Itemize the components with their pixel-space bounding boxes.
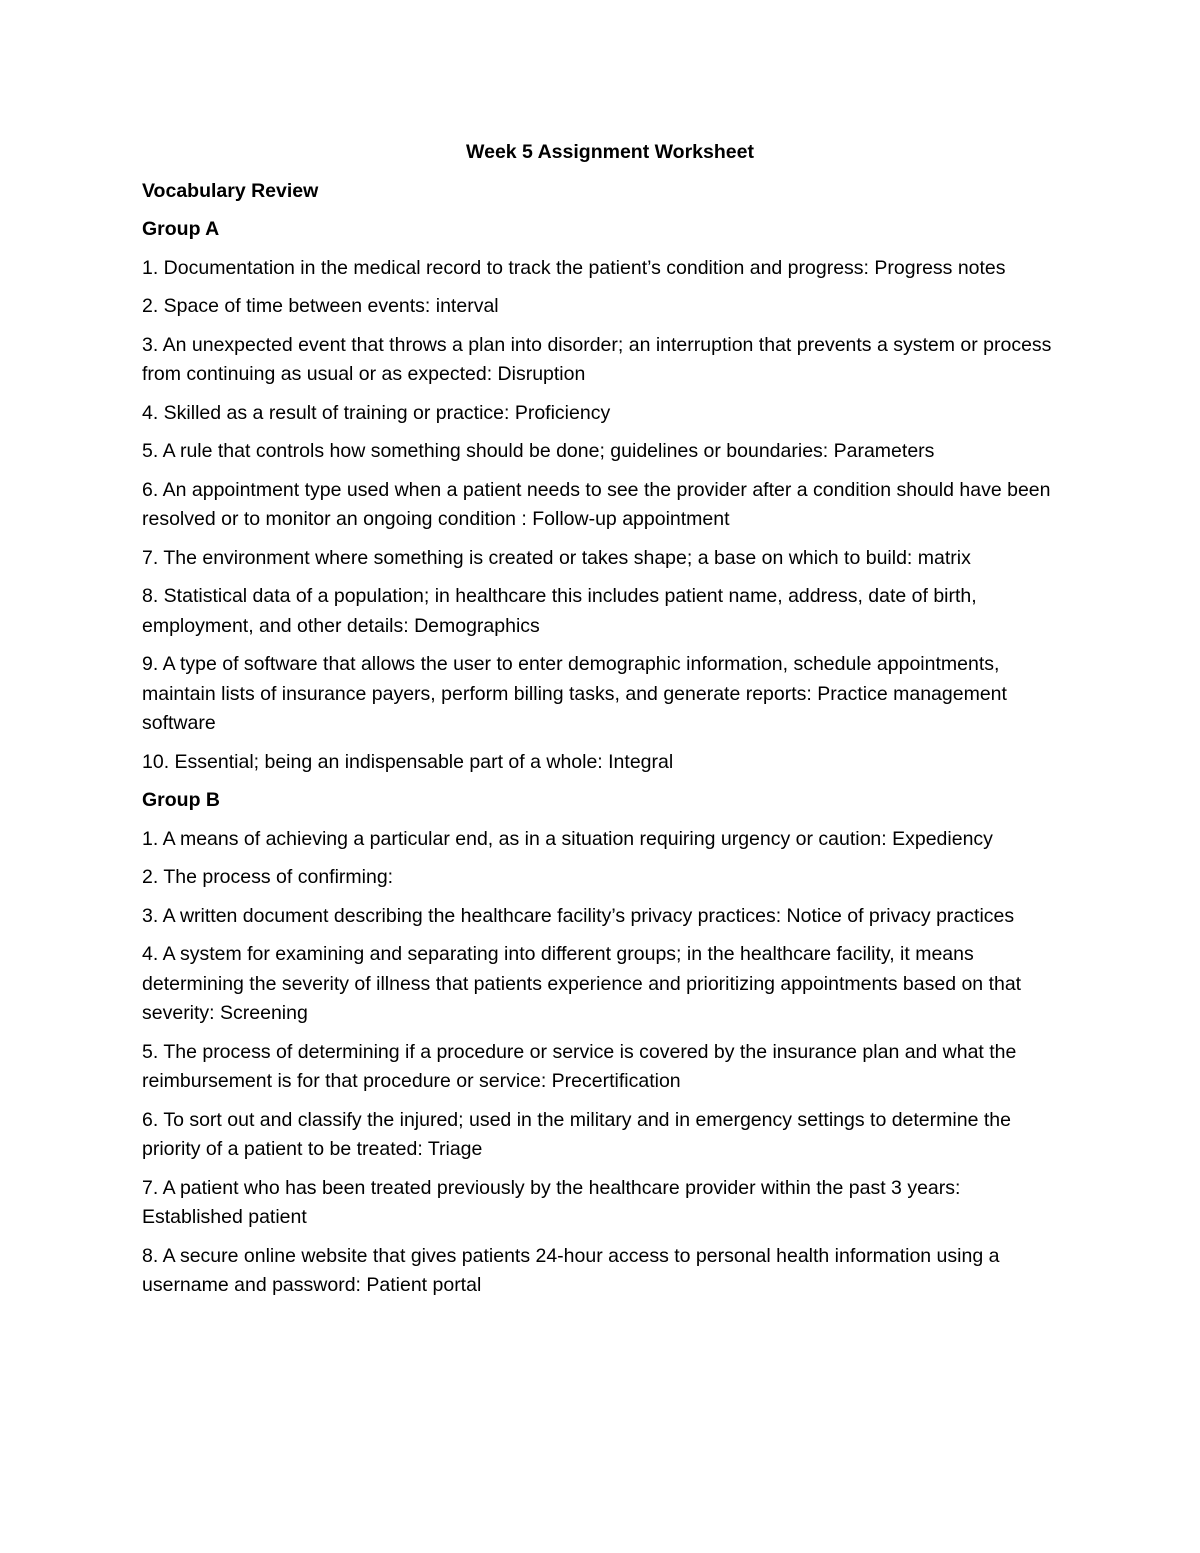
group-a-item-7: 7. The environment where something is created or takes shape; a base on which to build: matrix <box>142 546 971 569</box>
group-b-item-5: 5. The process of determining if a procedure or service is covered by the insurance plan and what the reimbursement is for that procedure or service: Precertification <box>142 1040 1017 1092</box>
page-title: Week 5 Assignment Worksheet <box>466 141 754 163</box>
group-b-heading: Group B <box>142 789 220 811</box>
group-b-item-4: 4. A system for examining and separating into different groups; in the healthcare facility, it means determining the severity of illness that patients experience and prioritizing appointments based on that severity: Screening <box>142 943 1022 1024</box>
group-a-item-4: 4. Skilled as a result of training or practice: Proficiency <box>142 401 611 424</box>
group-a-item-5: 5. A rule that controls how something should be done; guidelines or boundaries: Parameters <box>142 440 935 462</box>
section-heading: Vocabulary Review <box>142 179 319 202</box>
group-a-item-2: 2. Space of time between events: interval <box>142 295 499 317</box>
group-a-item-6: 6. An appointment type used when a patient needs to see the provider after a condition should have been resolved or to monitor an ongoing condition : Follow-up appointment <box>142 478 1051 530</box>
group-b-item-6: 6. To sort out and classify the injured; used in the military and in emergency settings to determine the priority of a patient to be treated: Triage <box>142 1108 1011 1160</box>
group-b-item-8: 8. A secure online website that gives patients 24-hour access to personal health information using a username and password: Patient portal <box>142 1244 1000 1296</box>
group-a-item-8: 8. Statistical data of a population; in healthcare this includes patient name, address, date of birth, employment, and other details: Demographics <box>142 585 977 637</box>
group-a-item-3: 3. An unexpected event that throws a plan into disorder; an interruption that prevents a system or process from continuing as usual or as expected: Disruption <box>142 333 1052 385</box>
document-body <box>142 138 1062 1310</box>
group-a-item-9: 9. A type of software that allows the user to enter demographic information, schedule appointments, maintain lists of insurance payers, perform billing tasks, and generate reports: Practice management software <box>142 653 1007 734</box>
group-a-heading: Group A <box>142 218 220 240</box>
group-b-item-7: 7. A patient who has been treated previously by the healthcare provider within the past 3 years: Established patient <box>142 1176 961 1228</box>
group-b-item-3: 3. A written document describing the healthcare facility’s privacy practices: Notice of privacy practices <box>142 904 1015 927</box>
group-a-item-1: 1. Documentation in the medical record to track the patient’s condition and progress: Progress notes <box>142 256 1006 279</box>
group-b-item-1: 1. A means of achieving a particular end, as in a situation requiring urgency or caution: Expediency <box>142 827 993 850</box>
group-a-item-10: 10. Essential; being an indispensable part of a whole: Integral <box>142 750 674 773</box>
group-b-item-2: 2. The process of confirming: <box>142 866 394 888</box>
